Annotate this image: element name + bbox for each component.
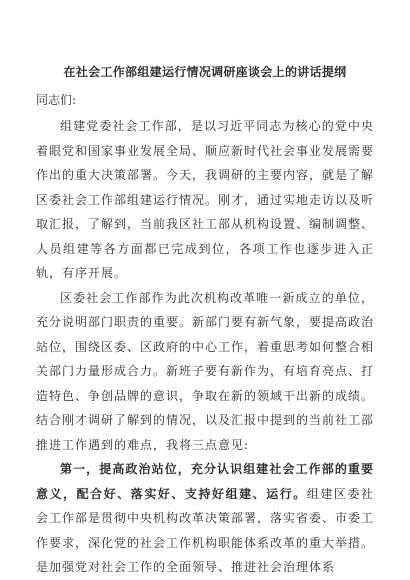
paragraph-3-heading: 第一，提高政治站位，充分认识组建社会工作部的重要意义，配合好、落实好、支持好组建、运行。 [36,462,374,501]
paragraph-2-text: 区委社会工作部作为此次机构改革唯一新成立的单位，充分说明部门职责的重要。新部门要有新气象，要提高政治站位，围绕区委、区政府的中心工作，着重思考如何整合相关部门力量形成合力。新班子要有新作为，有培育亮点、打造特色、争创品牌的意识，争取在新的领域干出新的成绩。结合刚才调研了解到的情况，以及汇报中提到的当前社工部推进工作遇到的难点，我将三点意见: [36,290,375,452]
paragraph-3-text: 组建区委社会工作部是贯彻中央机构改革决策部署，落实省委、市委工作要求，深化党的社会工作机构职能体系改革的重大举措。是加强党对社会工作的全面领导、推进社会治理体系 [36,486,375,574]
paragraph-1 [36,114,374,286]
paragraph-1-text: 组建党委社会工作部，是以习近平同志为核心的党中央着眼党和国家事业发展全局、顺应新时代社会事业发展需要作出的重大决策部署。今天，我调研的主要内容，就是了解区委社会工作部组建运行情况。刚才，通过实地走访以及听取汇报，了解到，当前我区社工部从机构设置、编制调整、人员组建等各方面都已完成到位，各项工作也逐步进入正轨，有序开展。 [36,119,375,280]
paragraph-2 [36,286,374,458]
paragraph-3 [36,457,374,580]
document-title: 在社会工作部组建运行情况调研座谈会上的讲话提纲 [63,65,347,79]
salutation: 同志们: [36,93,77,107]
